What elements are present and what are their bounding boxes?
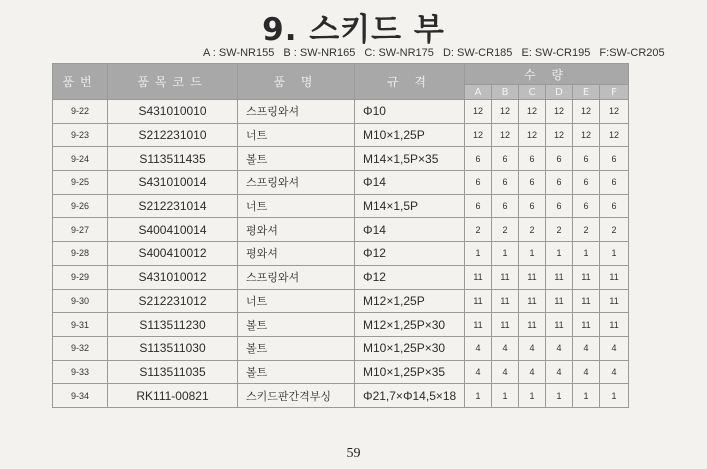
qty-cell-f: 4 bbox=[600, 336, 629, 360]
part-no-cell: 9-23 bbox=[53, 123, 108, 147]
table-row bbox=[53, 242, 629, 266]
part-no-cell: 9-29 bbox=[53, 265, 108, 289]
qty-cell-a: 4 bbox=[465, 336, 492, 360]
spec-cell: M12×1,25P×30 bbox=[355, 313, 465, 337]
header-qty-a: A bbox=[465, 85, 492, 100]
part-no-cell: 9-34 bbox=[53, 384, 108, 408]
table-row bbox=[53, 336, 629, 360]
qty-cell-b: 12 bbox=[492, 100, 519, 124]
qty-cell-f: 2 bbox=[600, 218, 629, 242]
qty-cell-b: 1 bbox=[492, 242, 519, 266]
qty-cell-f: 11 bbox=[600, 289, 629, 313]
item-name-cell: 평와셔 bbox=[238, 218, 355, 242]
spec-cell: Φ10 bbox=[355, 100, 465, 124]
qty-cell-e: 6 bbox=[573, 147, 600, 171]
qty-cell-d: 2 bbox=[546, 218, 573, 242]
parts-table bbox=[52, 63, 629, 408]
page-title: 9. 스키드 부 bbox=[262, 12, 445, 48]
item-code-cell: RK111-00821 bbox=[108, 384, 238, 408]
page-number: 59 bbox=[346, 446, 361, 461]
header-qty-c: C bbox=[519, 85, 546, 100]
spec-cell: Φ14 bbox=[355, 218, 465, 242]
spec-cell: M10×1,25P×30 bbox=[355, 336, 465, 360]
qty-cell-b: 6 bbox=[492, 147, 519, 171]
qty-cell-b: 11 bbox=[492, 313, 519, 337]
spec-cell: M12×1,25P bbox=[355, 289, 465, 313]
qty-cell-d: 6 bbox=[546, 147, 573, 171]
spec-cell: M14×1,5P×35 bbox=[355, 147, 465, 171]
header-quantity: 수 량 bbox=[465, 64, 629, 85]
qty-cell-c: 6 bbox=[519, 147, 546, 171]
qty-cell-f: 11 bbox=[600, 313, 629, 337]
qty-cell-f: 6 bbox=[600, 171, 629, 195]
table-row bbox=[53, 384, 629, 408]
model-label-b: B : SW-NR165 bbox=[283, 47, 356, 59]
item-code-cell: S212231010 bbox=[108, 123, 238, 147]
qty-cell-b: 2 bbox=[492, 218, 519, 242]
item-code-cell: S113511035 bbox=[108, 360, 238, 384]
qty-cell-a: 6 bbox=[465, 147, 492, 171]
spec-cell: Φ12 bbox=[355, 242, 465, 266]
qty-cell-b: 11 bbox=[492, 265, 519, 289]
qty-cell-c: 4 bbox=[519, 336, 546, 360]
part-no-cell: 9-26 bbox=[53, 194, 108, 218]
item-code-cell: S431010010 bbox=[108, 100, 238, 124]
qty-cell-a: 12 bbox=[465, 123, 492, 147]
table-row bbox=[53, 100, 629, 124]
qty-cell-f: 6 bbox=[600, 147, 629, 171]
item-code-cell: S212231014 bbox=[108, 194, 238, 218]
qty-cell-d: 1 bbox=[546, 384, 573, 408]
item-name-cell: 볼트 bbox=[238, 336, 355, 360]
qty-cell-d: 6 bbox=[546, 171, 573, 195]
model-label-e: E: SW-CR195 bbox=[521, 47, 591, 59]
header-qty-e: E bbox=[573, 85, 600, 100]
header-part-no: 품번 bbox=[53, 64, 108, 100]
qty-cell-d: 4 bbox=[546, 336, 573, 360]
qty-cell-e: 12 bbox=[573, 100, 600, 124]
qty-cell-a: 11 bbox=[465, 265, 492, 289]
item-code-cell: S400410012 bbox=[108, 242, 238, 266]
item-code-cell: S113511230 bbox=[108, 313, 238, 337]
header-qty-d: D bbox=[546, 85, 573, 100]
qty-cell-e: 11 bbox=[573, 265, 600, 289]
spec-cell: M14×1,5P bbox=[355, 194, 465, 218]
qty-cell-e: 1 bbox=[573, 242, 600, 266]
qty-cell-f: 11 bbox=[600, 265, 629, 289]
qty-cell-a: 6 bbox=[465, 194, 492, 218]
header-spec: 규 격 bbox=[355, 64, 465, 100]
table-row bbox=[53, 123, 629, 147]
qty-cell-e: 11 bbox=[573, 313, 600, 337]
item-name-cell: 스프링와셔 bbox=[238, 100, 355, 124]
qty-cell-e: 6 bbox=[573, 194, 600, 218]
part-no-cell: 9-22 bbox=[53, 100, 108, 124]
item-name-cell: 너트 bbox=[238, 194, 355, 218]
qty-cell-b: 4 bbox=[492, 336, 519, 360]
qty-cell-b: 4 bbox=[492, 360, 519, 384]
item-name-cell: 볼트 bbox=[238, 360, 355, 384]
qty-cell-c: 12 bbox=[519, 100, 546, 124]
qty-cell-a: 6 bbox=[465, 171, 492, 195]
item-name-cell: 스키드판간격부싱 bbox=[238, 384, 355, 408]
header-qty-b: B bbox=[492, 85, 519, 100]
item-code-cell: S212231012 bbox=[108, 289, 238, 313]
qty-cell-c: 6 bbox=[519, 171, 546, 195]
item-name-cell: 스프링와셔 bbox=[238, 265, 355, 289]
qty-cell-a: 11 bbox=[465, 313, 492, 337]
qty-cell-c: 1 bbox=[519, 384, 546, 408]
item-code-cell: S113511030 bbox=[108, 336, 238, 360]
qty-cell-b: 1 bbox=[492, 384, 519, 408]
qty-cell-f: 4 bbox=[600, 360, 629, 384]
item-code-cell: S113511435 bbox=[108, 147, 238, 171]
qty-cell-e: 6 bbox=[573, 171, 600, 195]
item-code-cell: S431010012 bbox=[108, 265, 238, 289]
spec-cell: M10×1,25P×35 bbox=[355, 360, 465, 384]
qty-cell-b: 6 bbox=[492, 171, 519, 195]
qty-cell-e: 11 bbox=[573, 289, 600, 313]
item-name-cell: 볼트 bbox=[238, 313, 355, 337]
qty-cell-a: 4 bbox=[465, 360, 492, 384]
qty-cell-e: 4 bbox=[573, 360, 600, 384]
qty-cell-d: 11 bbox=[546, 265, 573, 289]
qty-cell-a: 11 bbox=[465, 289, 492, 313]
part-no-cell: 9-27 bbox=[53, 218, 108, 242]
qty-cell-c: 2 bbox=[519, 218, 546, 242]
qty-cell-d: 4 bbox=[546, 360, 573, 384]
part-no-cell: 9-32 bbox=[53, 336, 108, 360]
table-row bbox=[53, 171, 629, 195]
model-label-c: C: SW-NR175 bbox=[364, 47, 434, 59]
model-label-a: A : SW-NR155 bbox=[203, 47, 275, 59]
item-name-cell: 스프링와셔 bbox=[238, 171, 355, 195]
qty-cell-a: 1 bbox=[465, 242, 492, 266]
spec-cell: M10×1,25P bbox=[355, 123, 465, 147]
qty-cell-d: 12 bbox=[546, 123, 573, 147]
table-row bbox=[53, 289, 629, 313]
model-legend bbox=[203, 47, 665, 59]
item-code-cell: S400410014 bbox=[108, 218, 238, 242]
table-row bbox=[53, 147, 629, 171]
table-row bbox=[53, 218, 629, 242]
spec-cell: Φ14 bbox=[355, 171, 465, 195]
part-no-cell: 9-31 bbox=[53, 313, 108, 337]
qty-cell-e: 4 bbox=[573, 336, 600, 360]
item-name-cell: 너트 bbox=[238, 289, 355, 313]
part-no-cell: 9-33 bbox=[53, 360, 108, 384]
header-item-name: 품 명 bbox=[238, 64, 355, 100]
table-row bbox=[53, 265, 629, 289]
qty-cell-d: 11 bbox=[546, 313, 573, 337]
qty-cell-d: 11 bbox=[546, 289, 573, 313]
part-no-cell: 9-28 bbox=[53, 242, 108, 266]
spec-cell: Φ21,7×Φ14,5×18 bbox=[355, 384, 465, 408]
qty-cell-f: 1 bbox=[600, 384, 629, 408]
qty-cell-c: 6 bbox=[519, 194, 546, 218]
spec-cell: Φ12 bbox=[355, 265, 465, 289]
table-row bbox=[53, 313, 629, 337]
qty-cell-a: 1 bbox=[465, 384, 492, 408]
qty-cell-b: 6 bbox=[492, 194, 519, 218]
table-row bbox=[53, 360, 629, 384]
qty-cell-c: 11 bbox=[519, 289, 546, 313]
qty-cell-f: 12 bbox=[600, 100, 629, 124]
header-item-code: 품목코드 bbox=[108, 64, 238, 100]
item-name-cell: 너트 bbox=[238, 123, 355, 147]
part-no-cell: 9-24 bbox=[53, 147, 108, 171]
qty-cell-a: 2 bbox=[465, 218, 492, 242]
qty-cell-c: 1 bbox=[519, 242, 546, 266]
qty-cell-c: 11 bbox=[519, 265, 546, 289]
qty-cell-f: 1 bbox=[600, 242, 629, 266]
model-label-d: D: SW-CR185 bbox=[442, 47, 513, 59]
qty-cell-d: 6 bbox=[546, 194, 573, 218]
qty-cell-e: 2 bbox=[573, 218, 600, 242]
qty-cell-d: 12 bbox=[546, 100, 573, 124]
item-name-cell: 평와셔 bbox=[238, 242, 355, 266]
qty-cell-c: 12 bbox=[519, 123, 546, 147]
qty-cell-b: 11 bbox=[492, 289, 519, 313]
header-qty-f: F bbox=[600, 85, 629, 100]
model-label-f: F:SW-CR205 bbox=[599, 47, 665, 59]
qty-cell-f: 12 bbox=[600, 123, 629, 147]
item-code-cell: S431010014 bbox=[108, 171, 238, 195]
table-row bbox=[53, 194, 629, 218]
qty-cell-c: 11 bbox=[519, 313, 546, 337]
qty-cell-a: 12 bbox=[465, 100, 492, 124]
qty-cell-b: 12 bbox=[492, 123, 519, 147]
item-name-cell: 볼트 bbox=[238, 147, 355, 171]
qty-cell-e: 12 bbox=[573, 123, 600, 147]
qty-cell-d: 1 bbox=[546, 242, 573, 266]
part-no-cell: 9-25 bbox=[53, 171, 108, 195]
qty-cell-e: 1 bbox=[573, 384, 600, 408]
qty-cell-c: 4 bbox=[519, 360, 546, 384]
qty-cell-f: 6 bbox=[600, 194, 629, 218]
part-no-cell: 9-30 bbox=[53, 289, 108, 313]
